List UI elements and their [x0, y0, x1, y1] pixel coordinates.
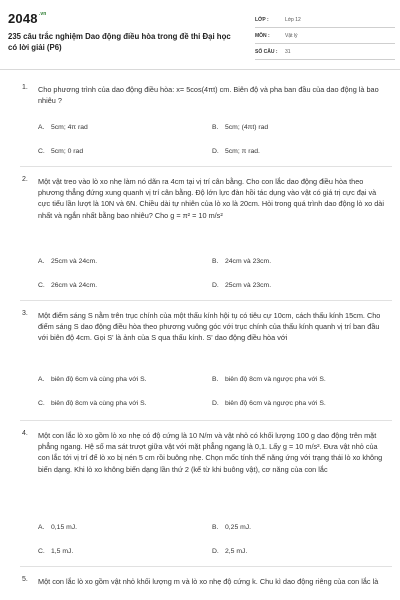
meta-value: Lớp 12	[285, 17, 301, 23]
option-letter: C.	[38, 548, 45, 555]
option-text: 25cm và 24cm.	[51, 258, 98, 265]
site-logo[interactable]	[8, 11, 47, 26]
option-text: 0,25 mJ.	[225, 524, 252, 531]
option-text: biên độ 6cm và ngược pha với S.	[225, 400, 326, 407]
document-meta	[255, 12, 395, 60]
option-letter: D.	[212, 282, 219, 289]
meta-subject	[255, 28, 395, 44]
option-d[interactable]	[212, 148, 260, 155]
option-letter: A.	[38, 258, 45, 265]
option-letter: D.	[212, 148, 219, 155]
question-text: Một vật treo vào lò xo nhẹ làm nó dãn ra 4cm tại vị trí cân bằng. Cho con lắc dao động điều hòa theo phương thẳng đứng xung quanh vị trí cân bằng. Độ lớn lực đàn hồi tác dụng vào vật có giá trị cực đại và cực tiểu lần lượt là 10N và 6N. Chiều dài tự nhiên của lò xo là 20cm. Hỏi trong quá trình dao động lò xo dài nhất và ngắn nhất bằng bao nhiêu? Cho g = π² = 10 m/s²	[38, 177, 384, 220]
meta-label: LỚP :	[255, 17, 269, 23]
option-d[interactable]	[212, 548, 247, 555]
option-c[interactable]	[38, 548, 73, 555]
document-title: 235 câu trắc nghiệm Dao động điều hòa trong đề thi Đại học có lời giải (P6)	[8, 32, 231, 52]
option-d[interactable]	[212, 282, 271, 289]
option-text: 1,5 mJ.	[51, 548, 74, 555]
option-b[interactable]	[212, 258, 271, 265]
meta-label: SỐ CÂU :	[255, 49, 278, 55]
option-a[interactable]	[38, 524, 77, 531]
option-a[interactable]	[38, 124, 88, 131]
option-text: 5cm; 4π rad	[51, 124, 88, 131]
meta-question-count	[255, 44, 395, 60]
question-separator	[20, 300, 392, 301]
question-number: 1.	[22, 84, 28, 91]
option-text: 26cm và 24cm.	[51, 282, 98, 289]
option-letter: B.	[212, 524, 219, 531]
option-text: 25cm và 23cm.	[225, 282, 272, 289]
option-text: biên độ 6cm và cùng pha với S.	[51, 376, 147, 383]
meta-value: 31	[285, 49, 291, 55]
question-number: 4.	[22, 430, 28, 437]
option-letter: A.	[38, 124, 45, 131]
question-number: 2.	[22, 176, 28, 183]
option-letter: D.	[212, 400, 219, 407]
option-b[interactable]	[212, 124, 268, 131]
logo-text: 2048	[8, 11, 38, 26]
option-letter: A.	[38, 524, 45, 531]
option-text: 5cm; π rad.	[225, 148, 260, 155]
meta-class	[255, 12, 395, 28]
question-text: Một con lắc lò xo gồm vật nhỏ khối lượng m và lò xo nhẹ độ cứng k. Chu kì dao động riêng của con lắc là	[38, 577, 379, 586]
logo-suffix: .vn	[38, 11, 47, 17]
option-d[interactable]	[212, 400, 326, 407]
option-letter: C.	[38, 400, 45, 407]
option-text: 2,5 mJ.	[225, 548, 248, 555]
question-number: 5.	[22, 576, 28, 583]
option-text: biên độ 8cm và cùng pha với S.	[51, 400, 147, 407]
question-text: Cho phương trình của dao động điều hòa: x= 5cos(4πt) cm. Biên độ và pha ban đầu của dao động là bao nhiêu ?	[38, 85, 379, 106]
header-divider	[0, 69, 400, 70]
meta-label: MÔN :	[255, 33, 270, 39]
option-b[interactable]	[212, 524, 251, 531]
option-text: 0,15 mJ.	[51, 524, 78, 531]
document-header	[0, 0, 400, 68]
option-letter: C.	[38, 148, 45, 155]
option-letter: C.	[38, 282, 45, 289]
option-letter: B.	[212, 258, 219, 265]
option-c[interactable]	[38, 148, 83, 155]
option-text: biên độ 8cm và ngược pha với S.	[225, 376, 326, 383]
question-text: Một con lắc lò xo gồm lò xo nhẹ có độ cứng là 10 N/m và vật nhỏ có khối lượng 100 g dao động trên mặt phẳng ngang. Hệ số ma sát trượt giữa vật với mặt phẳng ngang là 0,1. Lấy g = 10 m/s². Đưa vật nhỏ của con lắc tới vị trí để lò xo bị nén 5 cm rồi buông nhẹ. Chọn mốc tính thế năng ứng với trạng thái lò xo không biến dạng. Khi lò xo không biến dạng lần thứ 2 (kể từ khi buông vật), cơ năng của con lắc	[38, 431, 383, 474]
option-text: 5cm; 0 rad	[51, 148, 84, 155]
option-letter: A.	[38, 376, 45, 383]
question-separator	[20, 166, 392, 167]
option-a[interactable]	[38, 258, 97, 265]
question-number: 3.	[22, 310, 28, 317]
option-b[interactable]	[212, 376, 326, 383]
option-c[interactable]	[38, 400, 147, 407]
option-letter: B.	[212, 124, 219, 131]
option-text: 5cm; (4πt) rad	[225, 124, 269, 131]
option-letter: D.	[212, 548, 219, 555]
option-text: 24cm và 23cm.	[225, 258, 272, 265]
question-text: Một điểm sáng S nằm trên trục chính của một thấu kính hội tụ có tiêu cự 10cm, cách thấu kính 15cm. Cho điểm sáng S dao động điều hòa theo phương vuông góc với trục chính của thấu kính quanh vị trí ban đầu với biên độ 4cm. Gọi S' là ảnh của S qua thấu kính. S' dao động điều hòa với	[38, 311, 381, 343]
option-c[interactable]	[38, 282, 97, 289]
meta-value: Vật lý	[285, 33, 298, 39]
question-separator	[20, 420, 392, 421]
question-separator	[20, 566, 392, 567]
option-letter: B.	[212, 376, 219, 383]
option-a[interactable]	[38, 376, 147, 383]
